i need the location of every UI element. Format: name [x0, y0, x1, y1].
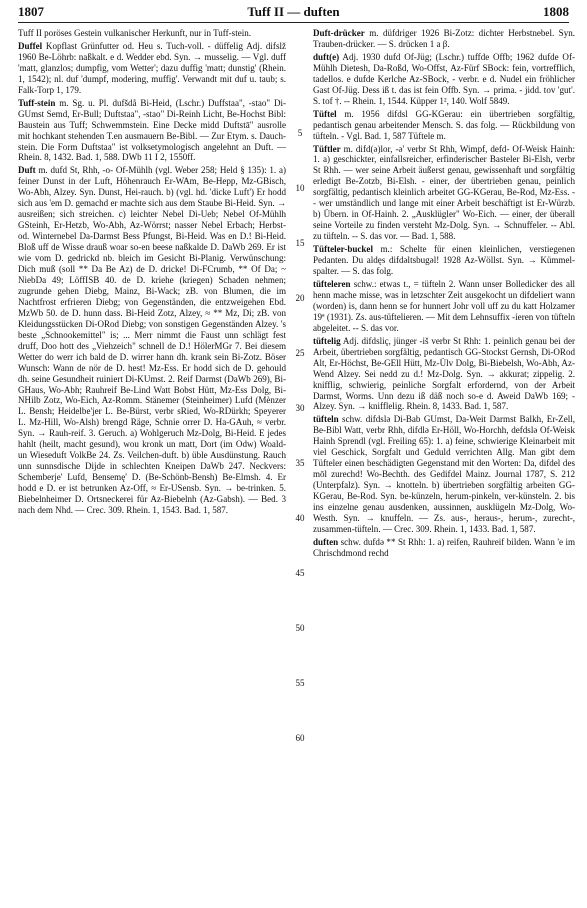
- entry-tuff-ii: [18, 28, 286, 39]
- line-number: 50: [295, 623, 305, 633]
- line-number: 10: [295, 183, 305, 193]
- entry-headword: Tüftler: [313, 143, 341, 154]
- line-number: 55: [295, 678, 305, 688]
- entry-headword: Duft: [18, 165, 36, 176]
- entry-headword: Tüftel: [313, 108, 337, 119]
- entry-duft: [18, 165, 286, 516]
- entry-tueftelig: [313, 336, 575, 413]
- entry-duften: [313, 537, 575, 559]
- line-number: 20: [295, 293, 305, 303]
- entry-tuefteleren: [313, 279, 575, 334]
- entry-headword: tüfteleren: [313, 278, 351, 289]
- entry-text: Kopflast Grünfutter od. Heu s. Tuch-voll. - düffelig Adj. difslž 1960 Be-Löhrb: naßkalt. e d. Wedder ebd. Syn. → musselig. — Vgl. duff 'matt, glanzlos; dumpfig, vom Wetter'; dazu duffig 'matt; dunstig' (Rhein. 1, 1542); nl. duf 'dumpf, modering, muffig'. Verwandt mit duf u. taub; s. Falk-Torp 1, 179.: [18, 40, 286, 95]
- line-number: 25: [295, 348, 305, 358]
- entry-tuff-stein: [18, 98, 286, 164]
- entry-tueftler: [313, 144, 575, 243]
- entry-text: m. dufd St, Rhh, -o- Of-Mühlh (vgl. Weber 258; Held § 135): 1. a) feiner Dunst in der Luft, Höhenrauch Er-WAm, Be-Hepp, Mz-GBisch, Wo-Abh, Alzey. Syn. Dunst, Hei-rauch. b) (vgl. hd. 'dicke Luft') Er hodd sich aus 'em D. gemachd er machte sich aus dem Staube Bi-Heid. Syn. → ausreißen; sich streichen. c) leichter Nebel Di-Ueb; Nebel Of-Mühlh GSteinh, Er-Hetzb, Wo-Abh, Az-Wörrst; nasser Nebel Erbach; Herbst- od. Winternebel Da-Darmst Bess Pfungst, Bi-Heid. Was en D.! Bi-Heid. Bloß uff de Wisse drauß woar so-en beese naßkalde D. DaWb 269. Er ist wie vom D. gedrickd nb. bleich im Gesicht Bi-Planig. Verwünschung: Dich muß (soll ** Da Be Az) de D. dricke! Di-FCrumb, ** Of Da; ~ NiebDa 49; LöffISB 40. de D. kriehe (kriegen) Schaden nehmen; zugrunde gehen Diebg, Mainz, Bi-Wack; zB. von Blumen, die im Nachtfrost erfrieren Diebg; von Gegenständen, die entzweigehen Ebd. MzWb 50. de D. hunn dass. Bi-Heid Zotz, Alzey, ≈ ** Mz, Di; zB. von Kleidungsstücken Di-ORod Diebg; von sonstigen Gegenständen Alzey. 's beste „Schnookemittel" is; ... Merr nimmt die Faust unn schlägt fest druff, Doo hott des „Viehzeich" schnell de D.! HölerMGr 7. Bei diesem Wetter do werr ich bald de D. wirrer hann dh. krank sein Bi-Zotz. Böser Wunsch: Wann de nör de D. hest! Mz-Ess. Er hodd sich de D. gehould dh. seine Gesundheit ruiniert Di-KUmst. 2. Reif Darmst (DaWb 269), Bi-GHaus, Wo-Abh; Rauhreif Be-Lind Watt Bobst Hütt, Mz-Ess Dolg, Bi-NHilb Zotz, Wo-Eich, Az-Romm. Stänemer (Steinheimer) Lufd (Mènzer L. Bensh; Heidelbe'jer L. Be-Bürst, verbr sRied, Wo-RDürkh; Speyerer L. Mz-Hill, Wo-Alsh) brengd Räge, Schnie orrer D. Ha-GAuh, ≈ verbr. Syn. → Rauh-reif. 3. Geruch. a) Wohlgeruch Mz-Dolg, Bi-Heid. E jedes hahlt (heilt, macht gesund), wou kronk un matt, Dort (im Odw) Woald- un Wieseduft VolkBe 24. Zs. Veilchen-duft. b) üble Ausdünstung. Rauch unn sunnsdische Dijde in schlechten Kneipen DaWb 247. Neckvers: Schemberje' Lufd, Bensemę' D. (Be-Schönb-Bensh) Be-Elmsh. 4. Er hodd e D. er ist betrunken Az-Off, ≈ Er-USensb. Syn. → be-trinken. 5. Biebelnheimer D. Ortsneckerei für Az-Biebelnh (Az-Gabsh). — Bed. 3 nach dem Nhd. — Crec. 309. Rhein. 1, 1543. Bad. 1, 587.: [18, 165, 286, 515]
- entry-text: m.: Schelte für einen kleinlichen, verstiegenen Pedanten. Du aldęs difdəltsbugəl! 1928 Az-Wöllst. Syn. → Kümmel-spalter. — S. das folg.: [313, 244, 575, 277]
- entry-headword: Duffel: [18, 40, 43, 51]
- entry-text: m. düfdriger 1926 Bi-Zotz: dichter Herbstnebel. Syn. Trauben-drücker. — S. drücken 1 a β.: [313, 28, 575, 49]
- line-number: 35: [295, 458, 305, 468]
- line-number: 60: [295, 733, 305, 743]
- page-header: [18, 4, 569, 20]
- page-number-right: 1808: [543, 4, 569, 19]
- entry-tuefteler-buckel: [313, 244, 575, 277]
- entry-text: m. difd(ə)lor, -ə' verbr St Rhh, Wimpf, defd- Of-Weisk Hainh: 1. a) geschickter, einfallsreicher, erfinderischer Basteler Bi-Elsh, verbr St Rhh. — wer seine Arbeit äußerst genau, gewissenhaft und sorgfältig erledigt Be-Zotzb, Bi-Elsh. - einer, der übertrieben genau, peinlich sorgfältig, pedantisch kleinlich arbeitet GG-KGerau, Be-Rod, Mz-Ess. -- wer umständlich und lange mit einer Arbeit beschäftigt ist Er-Würzb. b) Übern. in Of-Hainh. 2. „Ausklügler" Wo-Eich. — einer, der überall seine Vorteile zu finden versteht Mz-Dolg. Syn. → Schnuffeler. -- Abl. zu tüfteln. -- S. das vor. — Bad. 1, 588.: [313, 143, 575, 242]
- line-number: 15: [295, 238, 305, 248]
- right-column: [313, 28, 575, 561]
- entry-headword: duften: [313, 536, 339, 547]
- entry-headword: Duft-drücker: [313, 28, 365, 38]
- entry-text: schw.: etwas t., = tüfteln 2. Wann unser Bolledicker des all henn mache misse, was in letzschter Zeit ausgekocht un difdeliert wann (worden) is, dann henn se for hunnert Johr voll uff zu du katt Holzamer 19ª (1931). Zs. aus-tüftelieren. — Mit dem Lehnsuffix -ieren von tüfteln abgeleitet. -- S. das vor.: [313, 278, 575, 333]
- entry-text: m. Sg. u. Pl. dufšdå Bi-Heid, (Lschr.) Duffstaa", -stao" Di-GUmst Semd, Er-Bull; Duftstaa", -stao" Di-Reinh Licht, Be-Hochst Bibl: Baustein aus Tuff; Schwemmstein. Eine Decke midd Duftstā" ausrolle mit hochkant stehenden T.en ausmauern Be-Bibl. — Zur Etym. s. Dauch-stein. Die Form Duftstaa" ist volksetymologisch angelehnt an Duft. — Rhein. 8, 1432. Bad. 1, 588. DWb 11 I 2, 1550ff.: [18, 97, 286, 163]
- entry-tueftel: [313, 109, 575, 142]
- running-title: Tuff II — duften: [247, 4, 340, 19]
- entry-headword: Tüfteler-buckel: [313, 244, 373, 255]
- entry-text: Adj. difdsliç, jünger -iš verbr St Rhh: 1. peinlich genau bei der Arbeit, übertrieben sorgfältig, pedantisch GG-Stockst Gernsh, Di-ORod Alt, Er-Höchst, Be-GEll Hütt, Mz-Ülv Dolg, Bi-Biebelsh, Wo-Abh, Az-Wend Alzey. Sei nedd zu d.! Mz-Dolg. Syn. → akkurat; zippelig. 2. knifflig, schwierig, peinliche Sorgfalt erfordernd, von der Arbeit Darmst, Worms. Unn dezu iß däß noch so-e d. Aweid DaWb 169; - Alzey. Syn. → knifflelig. Rhein. 8, 1433. Bad. 1, 587.: [313, 335, 575, 412]
- left-column: [18, 28, 286, 518]
- line-number: 40: [295, 513, 305, 523]
- line-number: 45: [295, 568, 305, 578]
- entry-text: Adj. 1930 dufd Of-Jüg; (Lschr.) tuffde Offb; 1962 dufde Of-Mühlh Dietesh, Da-Roßd, Wo-Offst, Az-Fürf SBock: fein, vortrefflich, tadellos. e dufde Kerlche Az-SBock, - verbr. e d. Nudel ein fröhlicher Gast Of-Jüg. Dess iß t. das ist fein Offb. Syn. → prima. - jidd. tov 'gut'. S. tof †. -- Rhein. 1, 1544. Küpper 1², 140. Wolf 5849.: [313, 51, 575, 106]
- page-number-left: 1807: [18, 4, 44, 19]
- entry-duft-druecker: [313, 28, 575, 50]
- entry-text: m. 1956 difdsl GG-KGerau: ein übertrieben sorgfältig, pedantisch genau arbeitender Mensch. S. das folg. — Rückbildung von tüfteln. - Vgl. Bad. 1, 587 Tüftele m.: [313, 108, 575, 141]
- header-rule: [18, 22, 569, 23]
- entry-headword: tüfteln: [313, 414, 339, 425]
- entry-headword: Tuff-stein: [18, 97, 56, 108]
- entry-text: Tuff II poröses Gestein vulkanischer Herkunft, nur in Tuff-stein.: [18, 28, 252, 38]
- entry-headword: duft(e): [313, 51, 340, 62]
- entry-headword: tüftelig: [313, 335, 341, 346]
- entry-duffel: [18, 41, 286, 96]
- entry-text: schw. difdslə Di-Bab GUmst, Da-Weit Darmst Balkh, Er-Zell, Be-Bibl Watt, verbr Rhh, difdlə Er-Höll, Wo-Horchh, defdslə Of-Weisk Hainh Sprendl (vgl. Freiling 65): 1. a) feine, schwierige Kleinarbeit mit viel Geschick, Sorgfalt und Geduld verrichten Allg. Man gibt dem Tüfteler einen beschädigten Gegenstand mit den Worten: Da, difdel des mōl zurechd! Wo-Bechth. des Gedifdel Mainz. Journal 1787, S. 212 (Unterpfalz). Syn. → knotteln. b) übertrieben sorgfältig arbeiten GG-KGerau, Be-Rod. Syn. be-künzeln, herum-pinkeln, ver-künsteln. 2. bis ins einzelne genau ausdenken, aussinnen, ausklügeln Mz-Dolg, Wo-Westh. Syn. → knuffeln. — Zs. aus-, heraus-, herum-, zurecht-, zusammen-tüfteln. — Crec. 309. Rhein. 1, 1433. Bad. 1, 587.: [313, 414, 575, 534]
- entry-dufte: [313, 52, 575, 107]
- entry-tuefteln: [313, 414, 575, 534]
- line-number: 30: [295, 403, 305, 413]
- entry-text: schw. dufdə ** St Rhh: 1. a) reifen, Rauhreif bilden. Wann 'e im Chrischdmond rechd: [313, 536, 575, 558]
- line-number: 5: [297, 128, 303, 138]
